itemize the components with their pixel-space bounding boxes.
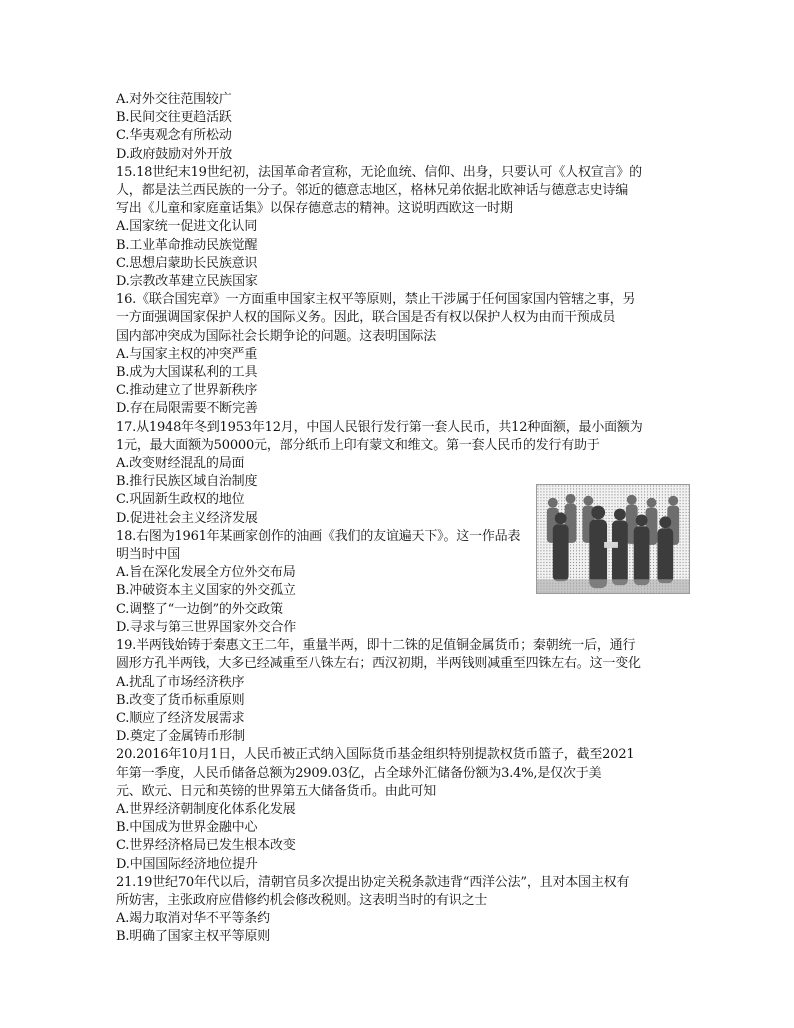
q20-stem-line-1: 20.2016年10月1日，人民币被正式纳入国际货币基金组织特别提款权货币篮子，截至2021 (116, 747, 635, 763)
q15-stem-line-1: 15.18世纪末19世纪初，法国革命者宣称，无论血统、信仰、出身，只要认可《人权宣言》的 (116, 164, 642, 180)
q21-stem-line-1: 21.19世纪70年代以后，清朝官员多次提出协定关税条款违背“西洋公法”，且对本国主权有 (116, 874, 630, 890)
q16-stem-line-2: 一方面强调国家保护人权的国际义务。因此，联合国是否有权以保护人权为由而干预成员 (116, 310, 616, 326)
q19-option-d: D.奠定了金属铸币形制 (116, 729, 245, 745)
q17-option-d: D.促进社会主义经济发展 (116, 510, 258, 526)
q14-option-a: A.对外交往范围较广 (116, 92, 232, 107)
q21-stem-line-2: 所妨害，主张政府应借修约机会修改税则。这表明当时的有识之士 (116, 892, 488, 908)
q19-option-c: C.顺应了经济发展需求 (116, 710, 245, 726)
q15-stem-line-2: 人，都是法兰西民族的一分子。邻近的德意志地区，格林兄弟依据北欧神话与德意志史诗编 (116, 183, 629, 199)
q15-option-a: A.国家统一促进文化认同 (116, 219, 258, 235)
q18-option-d: D.寻求与第三世界国家外交合作 (116, 619, 297, 635)
q17-option-a: A.改变财经混乱的局面 (116, 456, 245, 472)
q15-option-c: C.思想启蒙助长民族意识 (116, 255, 258, 271)
q20-stem-line-2: 年第一季度，人民币储备总额为2909.03亿，占全球外汇储备份额为3.4%,是仅次于美 (116, 765, 602, 781)
q16-option-b: B.成为大国谋私利的工具 (116, 365, 258, 381)
q16-option-d: D.存在局限需要不断完善 (116, 401, 258, 417)
q19-option-b: B.改变了货币标重原则 (116, 692, 245, 708)
q21-option-b: B.明确了国家主权平等原则 (116, 929, 271, 945)
oil-painting-image (536, 484, 690, 594)
q20-option-a: A.世界经济朝制度化体系化发展 (116, 801, 296, 817)
q17-option-c: C.巩固新生政权的地位 (116, 492, 245, 508)
q21-option-a: A.竭力取消对华不平等条约 (116, 911, 270, 927)
q19-option-a: A.扰乱了市场经济秩序 (116, 674, 245, 690)
q14-option-b: B.民间交往更趋活跃 (116, 110, 232, 126)
q20-stem-line-3: 元、欧元、日元和英镑的世界第五大储备货币。由此可知 (116, 783, 437, 799)
q18-option-b: B.冲破资本主义国家的外交孤立 (116, 583, 296, 599)
q18-option-c: C.调整了“一边倒”的外交政策 (116, 601, 283, 617)
q15-stem-line-3: 写出《儿童和家庭童话集》以保存德意志的精神。这说明西欧这一时期 (116, 201, 513, 217)
q19-stem-line-2: 圆形方孔半两钱，大多已经减重至八铢左右；西汉初期，半两钱则减重至四铢左右。这一变化 (116, 656, 641, 672)
q20-option-d: D.中国国际经济地位提升 (116, 856, 258, 872)
q16-stem-line-3: 国内部冲突成为国际社会长期争论的问题。这表明国际法 (116, 328, 437, 344)
q19-stem-line-1: 19.半两钱始铸于秦惠文王二年，重量半两，即十二铢的足值铜金属货币；秦朝统一后，通行 (116, 638, 636, 654)
q16-stem-line-1: 16.《联合国宪章》一方面重申国家主权平等原则，禁止干涉属于任何国家国内管辖之事，另 (116, 292, 636, 308)
q15-option-d: D.宗教改革建立民族国家 (116, 274, 258, 290)
q17-stem-line-1: 17.从1948年冬到1953年12月，中国人民银行发行第一套人民币，共12种面额，最小面额为 (116, 419, 643, 435)
q15-option-b: B.工业革命推动民族觉醒 (116, 237, 258, 253)
q14-option-d: D.政府鼓励对外开放 (116, 146, 233, 162)
q16-option-a: A.与国家主权的冲突严重 (116, 346, 258, 362)
q17-stem-line-2: 1元，最大面额为50000元，部分纸币上印有蒙文和维文。第一套人民币的发行有助于 (116, 437, 600, 453)
q14-option-c: C.华夷观念有所松动 (116, 128, 232, 144)
q20-option-c: C.世界经济格局已发生根本改变 (116, 838, 296, 854)
q18-stem: 18.右图为1961年某画家创作的油画《我们的友谊遍天下》。这一作品表明当时中国 (116, 528, 521, 563)
q20-option-b: B.中国成为世界金融中心 (116, 820, 258, 836)
q18-option-a: A.旨在深化发展全方位外交布局 (116, 565, 296, 581)
q16-option-c: C.推动建立了世界新秩序 (116, 383, 258, 399)
q17-option-b: B.推行民族区域自治制度 (116, 474, 258, 490)
